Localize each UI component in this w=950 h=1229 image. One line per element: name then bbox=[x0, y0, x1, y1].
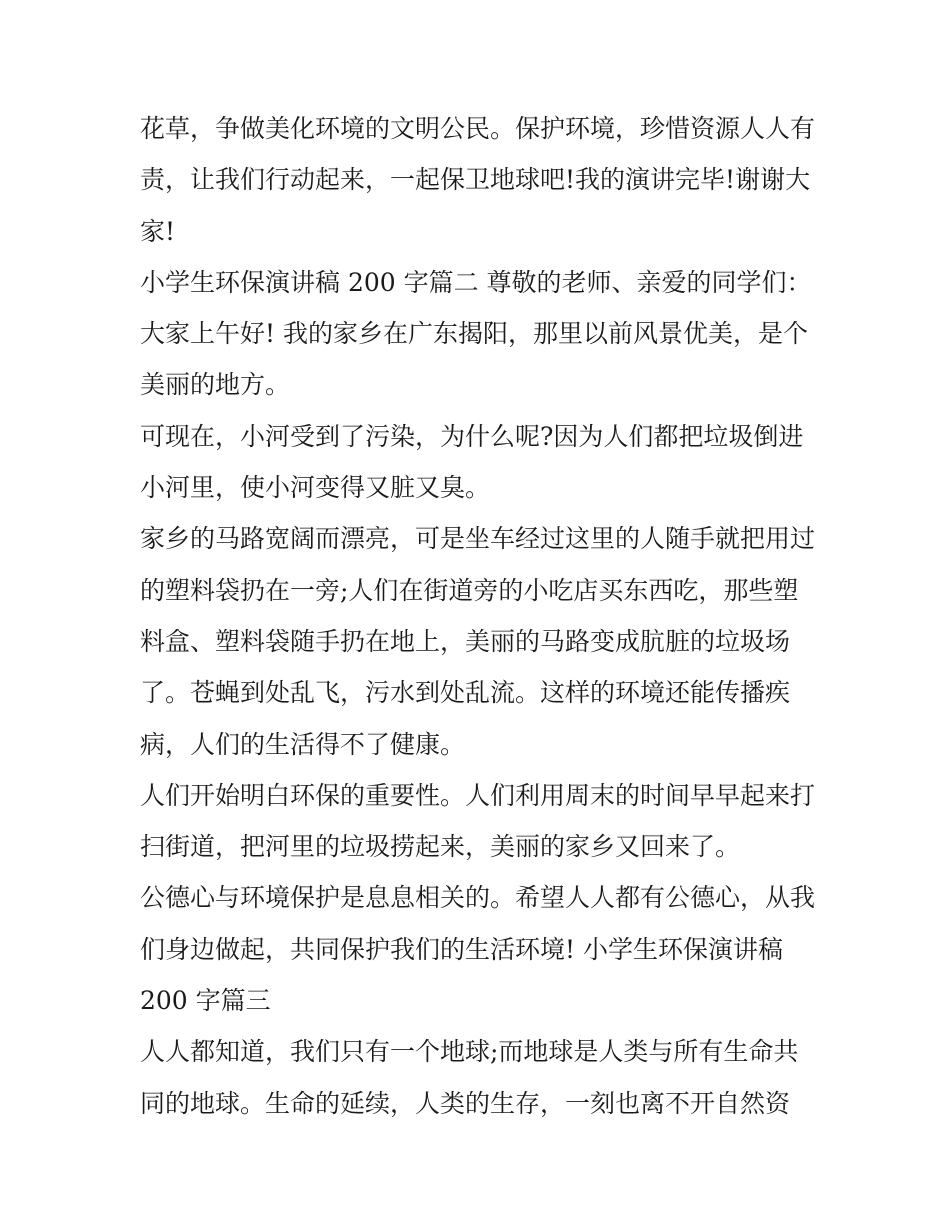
document-body bbox=[140, 103, 820, 1129]
text-line: 扫街道，把河里的垃圾捞起来，美丽的家乡又回来了。 bbox=[140, 832, 741, 862]
text-line: 人人都知道，我们只有一个地球;而地球是人类与所有生命共 bbox=[140, 1037, 799, 1067]
text-line: 同的地球。生命的延续，人类的生存，一刻也离不开自然资 bbox=[140, 1088, 791, 1118]
text-line: 们身边做起，共同保护我们的生活环境! 小学生环保演讲稿 bbox=[140, 934, 783, 964]
text-line: 了。苍蝇到处乱飞，污水到处乱流。这样的环境还能传播疾 bbox=[140, 678, 791, 708]
text-line: 病，人们的生活得不了健康。 bbox=[140, 729, 466, 759]
section-heading-line: 小学生环保演讲稿 200 字篇二 尊敬的老师、亲爱的同学们： bbox=[140, 267, 812, 297]
text-line: 人们开始明白环保的重要性。人们利用周末的时间早早起来打 bbox=[140, 780, 816, 810]
text-line: 家乡的马路宽阔而漂亮，可是坐车经过这里的人随手就把用过 bbox=[140, 524, 816, 554]
text-line: 小河里，使小河变得又脏又臭。 bbox=[140, 473, 491, 503]
text-line: 美丽的地方。 bbox=[140, 370, 291, 400]
text-line: 家! bbox=[140, 216, 176, 246]
text-line: 责，让我们行动起来，一起保卫地球吧!我的演讲完毕!谢谢大 bbox=[140, 165, 811, 195]
text-line: 料盒、塑料袋随手扔在地上，美丽的马路变成肮脏的垃圾场 bbox=[140, 626, 791, 656]
text-line: 可现在，小河受到了污染，为什么呢?因为人们都把垃圾倒进 bbox=[140, 421, 804, 451]
text-line: 公德心与环境保护是息息相关的。希望人人都有公德心，从我 bbox=[140, 883, 816, 913]
text-line: 花草，争做美化环境的文明公民。保护环境，珍惜资源人人有 bbox=[140, 114, 816, 143]
section-heading-line: 200 字篇三 bbox=[140, 986, 271, 1016]
text-line: 大家上午好! 我的家乡在广东揭阳，那里以前风景优美，是个 bbox=[140, 319, 808, 349]
text-line: 的塑料袋扔在一旁;人们在街道旁的小吃店买东西吃，那些塑 bbox=[140, 575, 799, 605]
